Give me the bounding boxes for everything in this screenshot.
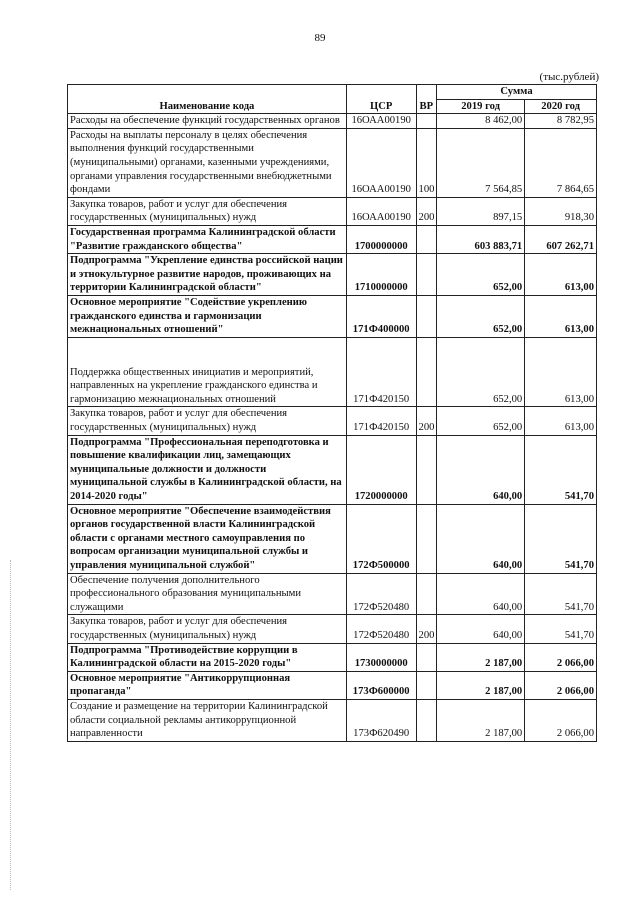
table-row <box>68 295 597 337</box>
row-name: Закупка товаров, работ и услуг для обеспечения государственных (муниципальных) нужд <box>68 615 347 643</box>
row-2020: 541,70 <box>525 435 597 504</box>
row-csr: 173Ф620490 <box>346 699 416 741</box>
row-name: Основное мероприятие "Обеспечение взаимодействия органов государственной власти Калининградской области с органами местного самоуправления по вопросам организации муниципальной службы и управления муниципальной службой" <box>68 504 347 573</box>
row-csr: 1730000000 <box>346 643 416 671</box>
page-number: 89 <box>314 32 326 44</box>
row-vr <box>416 337 437 407</box>
table-row <box>68 615 597 643</box>
row-name: Закупка товаров, работ и услуг для обеспечения государственных (муниципальных) нужд <box>68 407 347 435</box>
row-csr: 16ОАА00190 <box>346 197 416 225</box>
row-2020: 7 864,65 <box>525 128 597 197</box>
units-label: (тыс.рублей) <box>539 71 599 83</box>
row-csr: 1710000000 <box>346 254 416 296</box>
row-name: Основное мероприятие "Содействие укреплению гражданского единства и гармонизации межнациональных отношений" <box>68 295 347 337</box>
row-vr <box>416 504 437 573</box>
row-2019: 652,00 <box>437 254 525 296</box>
row-vr <box>416 295 437 337</box>
row-csr: 16ОАА00190 <box>346 114 416 129</box>
table-body <box>68 114 597 742</box>
table-row <box>68 671 597 699</box>
row-csr: 172Ф500000 <box>346 504 416 573</box>
row-vr <box>416 435 437 504</box>
row-2020: 918,30 <box>525 197 597 225</box>
row-name: Создание и размещение на территории Калининградской области социальной рекламы антикоррупционной направленности <box>68 699 347 741</box>
row-csr: 172Ф520480 <box>346 573 416 615</box>
table-row <box>68 225 597 253</box>
table-row <box>68 114 597 129</box>
row-name: Расходы на обеспечение функций государственных органов <box>68 114 347 129</box>
row-2020: 613,00 <box>525 337 597 407</box>
row-vr: 200 <box>416 407 437 435</box>
row-name: Подпрограмма "Укрепление единства российской нации и этнокультурное развитие народов, проживающих на территории Калининградской области" <box>68 254 347 296</box>
row-vr <box>416 573 437 615</box>
row-2020: 541,70 <box>525 504 597 573</box>
row-name: Основное мероприятие "Антикоррупционная пропаганда" <box>68 671 347 699</box>
row-vr: 200 <box>416 615 437 643</box>
table-row <box>68 699 597 741</box>
row-2020: 8 782,95 <box>525 114 597 129</box>
table-row <box>68 435 597 504</box>
table-row <box>68 128 597 197</box>
table-row <box>68 407 597 435</box>
table-row <box>68 573 597 615</box>
row-vr <box>416 225 437 253</box>
row-2020: 541,70 <box>525 573 597 615</box>
row-vr: 100 <box>416 128 437 197</box>
row-2019: 652,00 <box>437 295 525 337</box>
row-2019: 2 187,00 <box>437 643 525 671</box>
row-2019: 640,00 <box>437 615 525 643</box>
row-name: Подпрограмма "Профессиональная переподготовка и повышение квалификации лиц, замещающих муниципальные должности и должности муниципальной службы в Калининградской области, на 2014-2020 годы" <box>68 435 347 504</box>
header-2020: 2020 год <box>525 99 597 114</box>
row-2019: 2 187,00 <box>437 671 525 699</box>
row-2020: 2 066,00 <box>525 699 597 741</box>
table-row <box>68 254 597 296</box>
header-2019: 2019 год <box>437 99 525 114</box>
row-vr: 200 <box>416 197 437 225</box>
row-2019: 652,00 <box>437 337 525 407</box>
row-name: Подпрограмма "Противодействие коррупции в Калининградской области на 2015-2020 годы" <box>68 643 347 671</box>
margin-scan-line <box>10 560 12 890</box>
table-row <box>68 504 597 573</box>
header-vr: ВР <box>416 85 437 114</box>
row-2019: 640,00 <box>437 573 525 615</box>
row-csr: 173Ф600000 <box>346 671 416 699</box>
header-csr: ЦСР <box>346 85 416 114</box>
header-name: Наименование кода <box>68 85 347 114</box>
row-2019: 897,15 <box>437 197 525 225</box>
row-2019: 7 564,85 <box>437 128 525 197</box>
row-2019: 652,00 <box>437 407 525 435</box>
row-csr: 1700000000 <box>346 225 416 253</box>
row-csr: 171Ф400000 <box>346 295 416 337</box>
row-name: Расходы на выплаты персоналу в целях обеспечения выполнения функций государственными (муниципальными) органами, казенными учреждениями, органами управления государственными внебюджетными фондами <box>68 128 347 197</box>
row-2020: 613,00 <box>525 254 597 296</box>
row-2020: 2 066,00 <box>525 643 597 671</box>
row-csr: 16ОАА00190 <box>346 128 416 197</box>
row-vr <box>416 699 437 741</box>
table-row <box>68 197 597 225</box>
row-vr <box>416 254 437 296</box>
row-2019: 8 462,00 <box>437 114 525 129</box>
row-2020: 613,00 <box>525 295 597 337</box>
table-row <box>68 337 597 407</box>
table-header <box>68 85 597 114</box>
row-vr <box>416 643 437 671</box>
row-name: Государственная программа Калининградской области "Развитие гражданского общества" <box>68 225 347 253</box>
row-name: Закупка товаров, работ и услуг для обеспечения государственных (муниципальных) нужд <box>68 197 347 225</box>
row-2019: 640,00 <box>437 435 525 504</box>
table-row <box>68 643 597 671</box>
row-2019: 603 883,71 <box>437 225 525 253</box>
row-vr <box>416 671 437 699</box>
row-name: Обеспечение получения дополнительного профессионального образования муниципальными служащими <box>68 573 347 615</box>
row-csr: 171Ф420150 <box>346 337 416 407</box>
row-2019: 2 187,00 <box>437 699 525 741</box>
row-name: Поддержка общественных инициатив и мероприятий, направленных на укрепление гражданского единства и гармонизацию межнациональных отношений <box>68 337 347 407</box>
budget-table <box>67 84 597 742</box>
row-2020: 541,70 <box>525 615 597 643</box>
row-2019: 640,00 <box>437 504 525 573</box>
row-2020: 607 262,71 <box>525 225 597 253</box>
row-vr <box>416 114 437 129</box>
row-csr: 1720000000 <box>346 435 416 504</box>
row-csr: 172Ф520480 <box>346 615 416 643</box>
row-csr: 171Ф420150 <box>346 407 416 435</box>
row-2020: 2 066,00 <box>525 671 597 699</box>
row-2020: 613,00 <box>525 407 597 435</box>
header-sum: Сумма <box>437 85 597 100</box>
